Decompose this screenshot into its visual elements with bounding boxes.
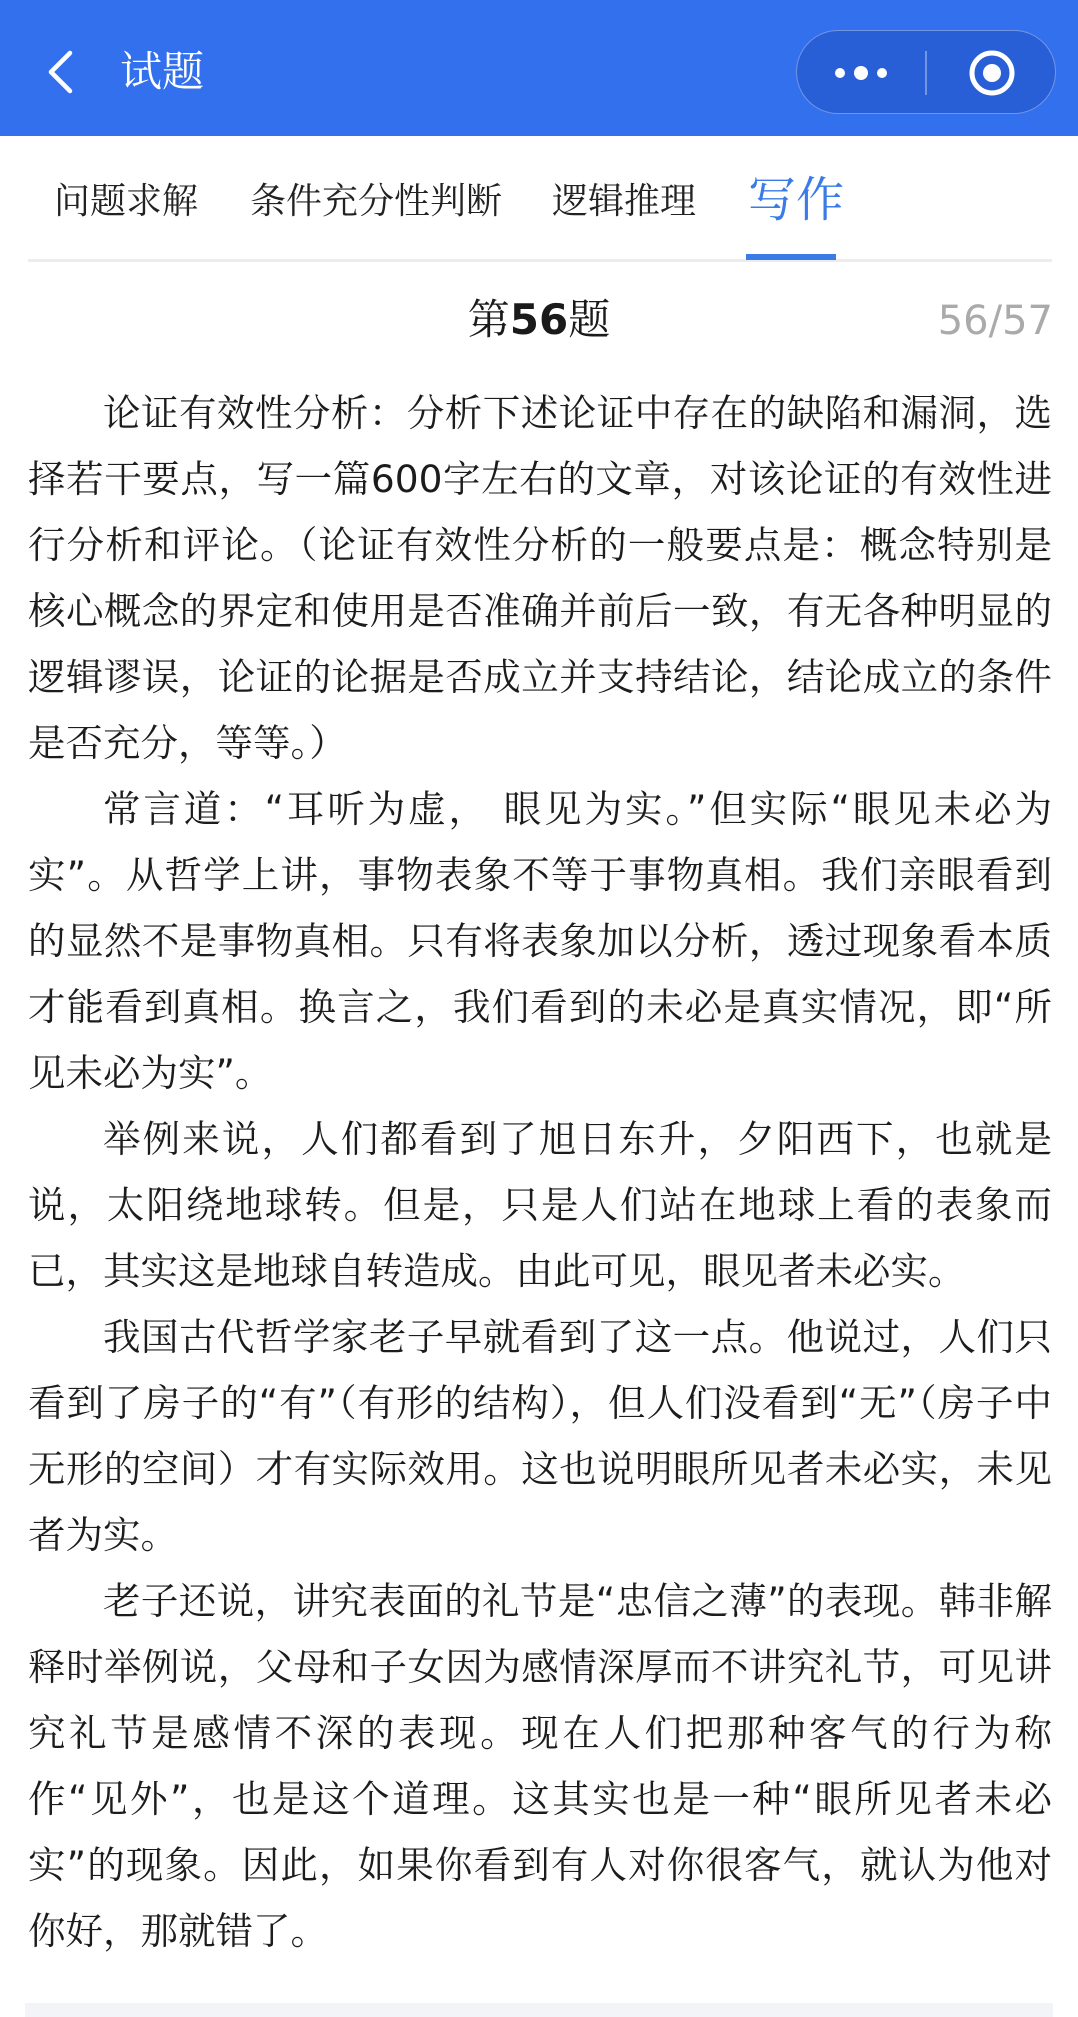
back-button[interactable] <box>40 48 80 96</box>
question-paragraph: 我国古代哲学家老子早就看到了这一点。他说过，人们只看到了房子的“有”（有形的结构），但人们没看到“无”（房子中无形的空间）才有实际效用。这也说明眼所见者未必实，未见者为实。 <box>28 1315 1052 1557</box>
page-title: 试题 <box>120 47 205 96</box>
close-button[interactable] <box>928 31 1056 115</box>
capsule-divider <box>925 51 927 95</box>
question-title-suffix: 题 <box>568 295 611 344</box>
question-progress: 56/57 <box>937 298 1053 344</box>
tab-problem-solving[interactable]: 问题求解 <box>54 181 199 222</box>
question-paragraph: 常言道：“耳听为虚， 眼见为实。”但实际“眼见未必为实”。从哲学上讲，事物表象不等于事物真相。我们亲眼看到的显然不是事物真相。只有将表象加以分析，透过现象看本质才能看到真相。换言之，我们看到的未必是真实情况，即“所见未必为实”。 <box>28 787 1052 1095</box>
nav-bar <box>0 0 1078 136</box>
active-tab-indicator <box>746 254 836 260</box>
question-title <box>0 292 1078 348</box>
tab-writing[interactable]: 写作 <box>748 172 845 228</box>
question-paragraph: 举例来说，人们都看到了旭日东升，夕阳西下，也就是说，太阳绕地球转。但是，只是人们站在地球上看的表象而已，其实这是地球自转造成。由此可见，眼见者未必实。 <box>28 1117 1052 1293</box>
question-number: 56 <box>509 295 569 344</box>
more-dots-icon <box>833 66 889 80</box>
question-title-prefix: 第 <box>467 295 510 344</box>
mini-program-capsule <box>796 30 1056 114</box>
target-close-icon <box>968 49 1016 97</box>
question-paragraph: 论证有效性分析：分析下述论证中存在的缺陷和漏洞，选择若干要点，写一篇600字左右的文章，对该论证的有效性进行分析和评论。（论证有效性分析的一般要点是：概念特别是核心概念的界定和使用是否准确并前后一致，有无各种明显的逻辑谬误，论证的论据是否成立并支持结论，结论成立的条件是否充分，等等。） <box>28 391 1052 765</box>
category-tabs <box>28 136 1052 262</box>
bottom-panel-edge <box>25 2003 1053 2017</box>
more-button[interactable] <box>797 31 925 115</box>
tab-sufficiency[interactable]: 条件充分性判断 <box>250 181 503 222</box>
chevron-left-icon <box>46 50 74 94</box>
question-paragraph: 老子还说，讲究表面的礼节是“忠信之薄”的表现。韩非解释时举例说，父母和子女因为感情深厚而不讲究礼节，可见讲究礼节是感情不深的表现。现在人们把那种客气的行为称作“见外”，也是这个道理。这其实也是一种“眼所见者未必实”的现象。因此，如果你看到有人对你很客气，就认为他对你好，那就错了。 <box>28 1579 1052 1953</box>
question-content <box>28 380 1052 1964</box>
tab-logic[interactable]: 逻辑推理 <box>552 181 697 222</box>
